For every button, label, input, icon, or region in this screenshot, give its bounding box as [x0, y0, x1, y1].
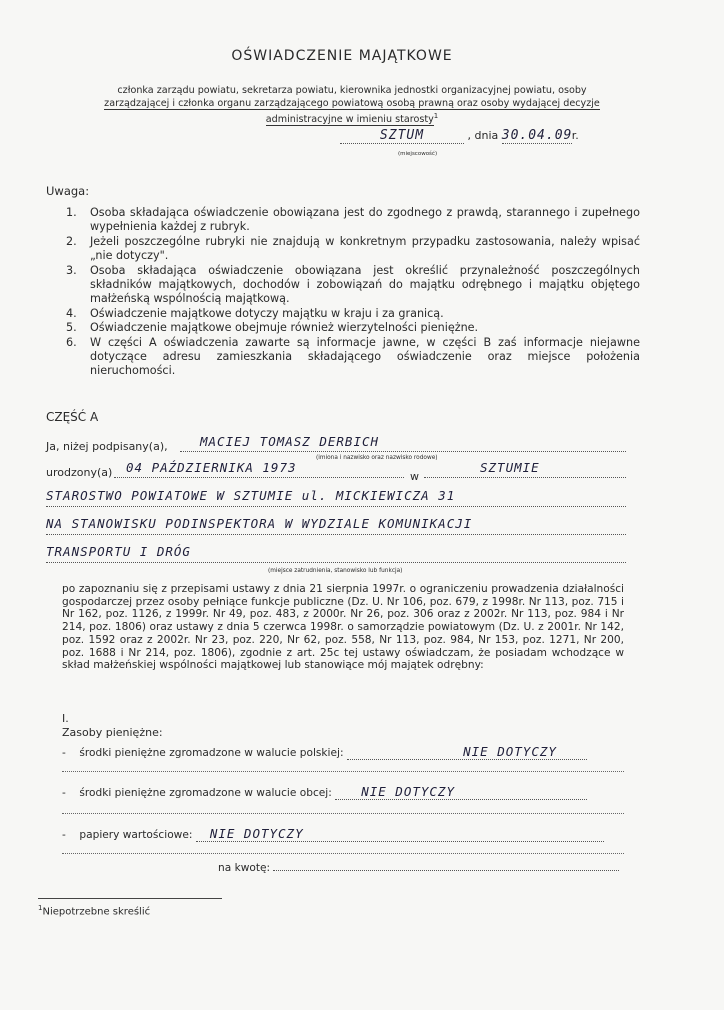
- place-value: SZTUM: [379, 128, 425, 143]
- born-place-value: SZTUMIE: [424, 460, 626, 478]
- name-hint: (imiona i nazwisko oraz nazwisko rodowe): [316, 455, 438, 461]
- footnote: [38, 904, 150, 917]
- rule-item: [60, 235, 640, 264]
- subtitle-line-2-text: zarządzającej i członka organu zarządzającego powiatową osobą prawną oraz osoby wydającej decyzje: [104, 98, 600, 109]
- rule-item: [60, 206, 640, 235]
- assets-heading: Zasoby pieniężne:: [62, 726, 163, 739]
- rule-item: [60, 336, 640, 379]
- blank-line: [62, 852, 624, 854]
- legal-paragraph: po zapoznaniu się z przepisami ustawy z dnia 21 sierpnia 1997r. o ograniczeniu prowadzenia działalności gospodarczej przez osoby pełniące funkcje publiczne (Dz. U. Nr 106, poz. 679, z 1998r. Nr 113, poz. 715 i Nr 162, poz. 1126, z 1999r. Nr 49, poz. 483, z 2000r. Nr 26, poz. 306 oraz z 2002r. Nr 113, poz. 984 i Nr 214, poz. 1806) oraz ustawy z dnia 5 czerwca 1998r. o samorządzie powiatowym (Dz. U. z 2001r. Nr 142, poz. 1592 oraz z 2002r. Nr 23, poz. 220, Nr 62, poz. 558, Nr 113, poz. 984, Nr 153, poz. 1271, Nr 200, poz. 1688 i Nr 214, poz. 1806), zgodnie z art. 25c tej ustawy oświadczam, że posiadam wchodzące w skład małżeńskiej wspólności majątkowej lub stanowiące mój majątek odrębny:: [62, 583, 624, 672]
- document-title: OŚWIADCZENIE MAJĄTKOWE: [231, 48, 453, 64]
- footnote-mark: 1: [38, 904, 43, 912]
- amount-label: na kwotę:: [218, 862, 271, 874]
- born-date-value: 04 PAŹDZIERNIKA 1973: [114, 460, 404, 478]
- subtitle-line-3-text: administracyjne w imieniu starosty: [265, 114, 434, 126]
- page-edge: [0, 1010, 724, 1024]
- asset-bullet: -: [62, 787, 66, 799]
- place-date-line: [340, 128, 579, 144]
- rule-text: Osoba składająca oświadczenie obowiązana jest określić przynależność poszczególnych składników majątkowych, dochodów i zobowiązań do majątku odrębnego i majątku objętego małżeńską wspólnością majątkową.: [90, 263, 640, 306]
- asset-value: NIE DOTYCZY: [361, 784, 455, 799]
- date-value: 30.04.09: [501, 128, 573, 143]
- blank-line: [62, 812, 624, 814]
- asset-bullet: -: [62, 747, 66, 759]
- rule-number: 5.: [66, 321, 77, 335]
- rule-number: 2.: [66, 234, 77, 248]
- rule-text: W części A oświadczenia zawarte są informacje jawne, w części B zaś informacje niejawne dotyczące adresu zamieszkania składającego oświadczenie oraz miejsce położenia nieruchomości.: [90, 335, 640, 378]
- employment-line-2: NA STANOWISKU PODINSPEKTORA W WYDZIALE KOMUNIKACJI: [46, 516, 626, 535]
- rules-list: [60, 206, 640, 379]
- rule-number: 3.: [66, 263, 77, 277]
- assets-section-number: I.: [62, 712, 69, 725]
- rule-item: [60, 321, 640, 335]
- document-subtitle: [52, 84, 652, 126]
- asset-value: NIE DOTYCZY: [463, 744, 557, 759]
- subtitle-line-3: [52, 110, 652, 126]
- rule-number: 4.: [66, 306, 77, 320]
- born-label: urodzony(a): [46, 466, 113, 479]
- subtitle-line-1: członka zarządu powiatu, sekretarza powiatu, kierownika jednostki organizacyjnej powiatu, osoby: [117, 85, 587, 96]
- uwaga-label: Uwaga:: [46, 184, 90, 198]
- footnote-rule: [38, 898, 222, 899]
- subtitle-line-2: [52, 97, 652, 110]
- rule-number: 1.: [66, 206, 77, 219]
- name-value: MACIEJ TOMASZ DERBICH: [180, 434, 626, 452]
- asset-label: środki pieniężne zgromadzone w walucie obcej:: [79, 787, 332, 799]
- born-in-label: w: [410, 470, 419, 483]
- date-label: , dnia: [467, 129, 499, 142]
- asset-bullet: -: [62, 829, 66, 841]
- rule-number: 6.: [66, 335, 77, 349]
- asset-value: NIE DOTYCZY: [209, 826, 304, 841]
- signed-label: Ja, niżej podpisany(a),: [46, 440, 168, 453]
- rule-item: [60, 264, 640, 307]
- asset-label: papiery wartościowe:: [79, 829, 193, 841]
- rule-item: [60, 307, 640, 321]
- rule-text: Oświadczenie majątkowe dotyczy majątku w kraju i za granicą.: [90, 306, 444, 320]
- date-suffix: r.: [571, 129, 579, 142]
- asset-row-securities: [62, 826, 604, 842]
- asset-row-pln: [62, 744, 587, 760]
- employment-line-1: STAROSTWO POWIATOWE W SZTUMIE ul. MICKIEWICZA 31: [46, 488, 626, 507]
- rule-text: Osoba składająca oświadczenie obowiązana jest do zgodnego z prawdą, starannego i zupełnego wypełnienia każdej z rubryk.: [90, 206, 640, 234]
- asset-row-foreign: [62, 784, 587, 800]
- part-a-heading: CZĘŚĆ A: [46, 410, 99, 424]
- rule-text: Oświadczenie majątkowe obejmuje również wierzytelności pieniężne.: [90, 321, 479, 335]
- subtitle-footnote-mark: 1: [433, 112, 439, 120]
- footnote-text: Niepotrzebne skreślić: [42, 906, 151, 918]
- asset-label: środki pieniężne zgromadzone w walucie polskiej:: [79, 747, 344, 759]
- blank-line: [62, 770, 624, 772]
- amount-row: [218, 862, 619, 874]
- employment-line-3: TRANSPORTU I DRÓG: [46, 544, 626, 563]
- place-hint: (miejscowość): [398, 151, 438, 157]
- rule-text: Jeżeli poszczególne rubryki nie znajdują w konkretnym przypadku zastosowania, należy wpisać „nie dotyczy".: [90, 234, 640, 263]
- employment-hint: (miejsce zatrudnienia, stanowisko lub funkcja): [268, 568, 403, 574]
